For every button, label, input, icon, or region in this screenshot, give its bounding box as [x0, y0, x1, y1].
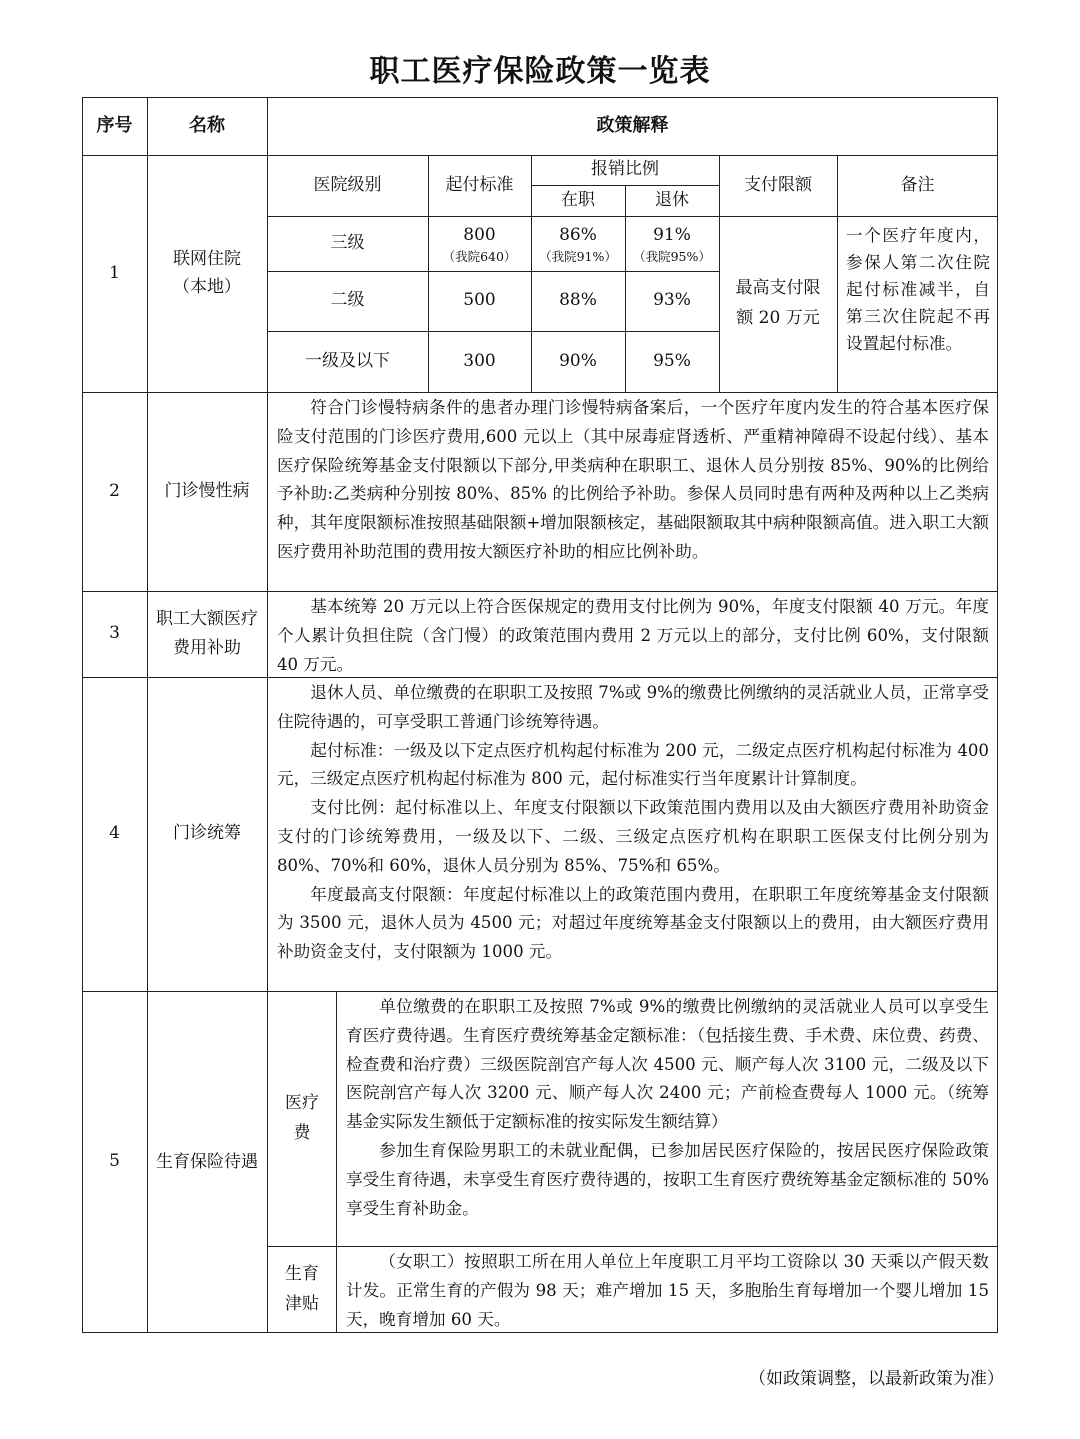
col-active: 在职	[561, 189, 595, 210]
row-name: 职工大额医疗费用补助	[156, 609, 258, 658]
header-name: 名称	[189, 114, 225, 136]
policy-text	[277, 679, 989, 967]
table-rule	[336, 991, 337, 1333]
row-number: 4	[109, 823, 120, 844]
row-name: 联网住院（本地）	[173, 249, 241, 297]
table-rule	[267, 1246, 998, 1247]
retired-cell: 95%	[653, 350, 691, 371]
threshold-cell: 300	[463, 350, 496, 371]
policy-paragraph: 年度最高支付限额：年度起付标准以上的政策范围内费用，在职职工年度统筹基金支付限额为 3500 元，退休人员为 4500 元；对超过年度统筹基金支付限额以上的费用，由大额医疗费用补助资金支付，支付限额为 1000 元。	[277, 884, 989, 962]
level-cell: 一级及以下	[305, 350, 390, 371]
active-cell: 90%	[559, 350, 597, 371]
row-name: 生育保险待遇	[156, 1151, 258, 1172]
footer-note: （如政策调整，以最新政策为准）	[749, 1369, 1004, 1389]
policy-paragraph: 退休人员、单位缴费的在职职工及按照 7%或 9%的缴费比例缴纳的灵活就业人员，正常享受住院待遇的，可享受职工普通门诊统筹待遇。	[277, 683, 989, 731]
medical-fee-label: 医疗费	[285, 1092, 319, 1143]
row-number: 2	[109, 480, 120, 501]
level-cell: 三级	[330, 232, 365, 253]
row-number: 1	[109, 262, 120, 283]
policy-paragraph: 起付标准：一级及以下定点医疗机构起付标准为 200 元，二级定点医疗机构起付标准为 400 元，三级定点医疗机构起付标准为 800 元，起付标准实行当年度累计计算制度。	[277, 740, 989, 789]
row-name: 门诊慢性病	[164, 480, 250, 501]
col-retired: 退休	[655, 189, 689, 210]
policy-paragraph: 支付比例：起付标准以上、年度支付限额以下政策范围内费用以及由大额医疗费用补助资金支付的门诊统筹费用，一级及以下、二级、三级定点医疗机构在职职工医保支付比例分别为 80%、70%和 60%，退休人员分别为 85%、75%和 65%。	[277, 798, 989, 875]
retired-cell: 93%	[653, 290, 691, 311]
medical-fee-text	[346, 993, 989, 1223]
active-cell: 88%	[559, 290, 597, 311]
retired-cell	[625, 216, 719, 271]
threshold-cell: 500	[463, 290, 496, 311]
col-limit: 支付限额	[744, 174, 812, 195]
policy-paragraph: 单位缴费的在职职工及按照 7%或 9%的缴费比例缴纳的灵活就业人员可以享受生育医疗费待遇。生育医疗费统筹基金定额标准：（包括接生费、手术费、床位费、药费、检查费和治疗费）三级医院剖宫产每人次 4500 元、顺产每人次 3100 元，二级及以下医院剖宫产每人次 3200 元、顺产每人次 2400 元；产前检查费每人 1000 元。（统筹基金实际发生额低于定额标准的按实际发生额结算）	[346, 997, 989, 1132]
threshold-value: 800	[463, 224, 496, 245]
col-hospital-level: 医院级别	[313, 174, 382, 195]
limit-cell: 最高支付限额 20 万元	[735, 278, 821, 328]
policy-paragraph: 符合门诊慢特病条件的患者办理门诊慢特病备案后，一个医疗年度内发生的符合基本医疗保险支付范围的门诊医疗费用,600 元以上（其中尿毒症肾透析、严重精神障碍不设起付线）、基本医疗保险统筹基金支付限额以下部分,甲类病种在职职工、退休人员分别按 85%、90%的比例给予补助:乙类病种分别按 80%、85% 的比例给予补助。参保人员同时患有两种及两种以上乙类病种，其年度限额标准按照基础限额+增加限额核定，基础限额取其中病种限额高值。进入职工大额医疗费用补助范围的费用按大额医疗补助的相应比例补助。	[277, 398, 989, 561]
active-sub: （我院91%）	[539, 248, 617, 264]
threshold-cell	[428, 216, 531, 271]
retired-sub: （我院95%）	[633, 248, 711, 264]
col-ratio: 报销比例	[591, 159, 659, 180]
col-note: 备注	[900, 174, 935, 195]
policy-paragraph: 基本统筹 20 万元以上符合医保规定的费用支付比例为 90%，年度支付限额 40 万元。年度个人累计负担住院（含门慢）的政策范围内费用 2 万元以上的部分，支付比例 60%，支付限额 40 万元。	[277, 597, 989, 674]
header-no: 序号	[96, 114, 133, 136]
row-number: 5	[109, 1151, 120, 1172]
col-threshold: 起付标准	[445, 174, 514, 195]
allowance-label: 生育津贴	[285, 1263, 319, 1314]
policy-text	[277, 593, 989, 679]
retired-value: 91%	[653, 224, 691, 245]
policy-text	[277, 394, 989, 567]
active-value: 86%	[559, 224, 597, 245]
active-cell	[531, 216, 625, 271]
allowance-text	[346, 1248, 989, 1334]
row-name: 门诊统筹	[173, 823, 241, 844]
policy-paragraph: 参加生育保险男职工的未就业配偶，已参加居民医疗保险的，按居民医疗保险政策享受生育待遇，未享受生育医疗费待遇的，按职工生育医疗费统筹基金定额标准的 50%享受生育补助金。	[346, 1140, 989, 1218]
level-cell: 二级	[330, 290, 365, 311]
header-policy: 政策解释	[596, 114, 669, 136]
threshold-sub: （我院640）	[442, 248, 517, 264]
note-cell: 一个医疗年度内，参保人第二次住院起付标准减半，自第三次住院起不再设置起付标准。	[846, 226, 990, 353]
page-title: 职工医疗保险政策一览表	[369, 54, 711, 89]
policy-paragraph: （女职工）按照职工所在用人单位上年度职工月平均工资除以 30 天乘以产假天数计发。正常生育的产假为 98 天；难产增加 15 天，多胞胎生育每增加一个婴儿增加 15 天，晚育增加 60 天。	[346, 1252, 989, 1329]
row-number: 3	[109, 623, 120, 644]
